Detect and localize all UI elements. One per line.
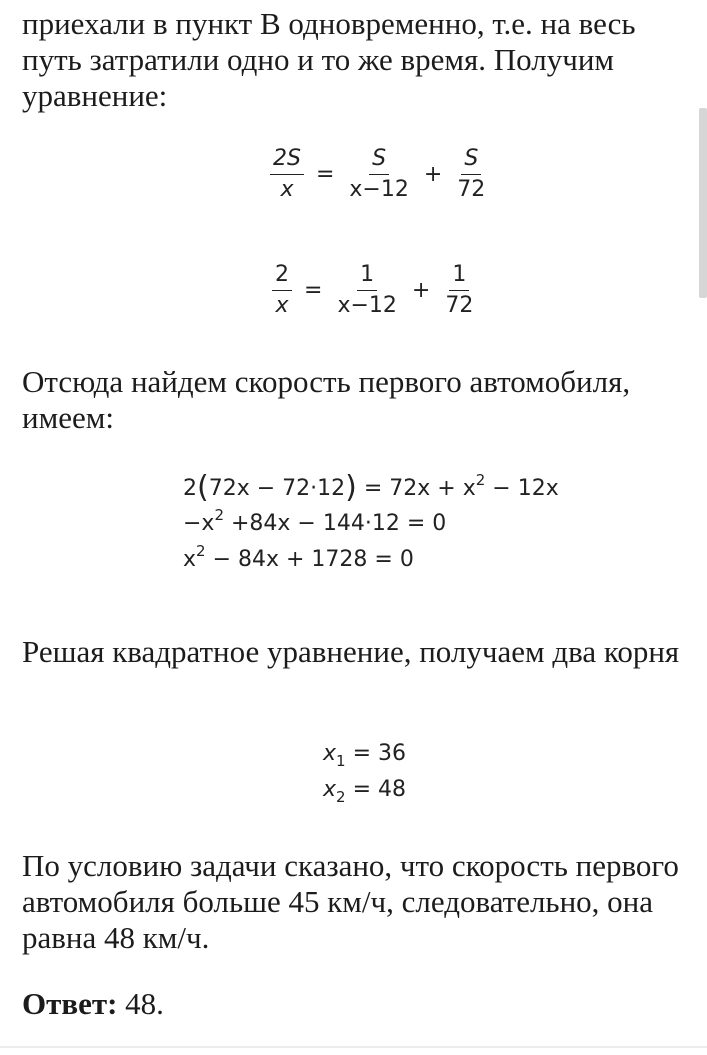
fraction-1-over-72 bbox=[442, 262, 476, 319]
denominator: x−12 bbox=[349, 177, 409, 202]
roots-block bbox=[323, 736, 406, 808]
root-1: $x_1 = 36$ bbox=[323, 741, 406, 770]
denominator: x bbox=[280, 177, 294, 202]
plus-sign: + bbox=[411, 277, 431, 303]
answer-label: Ответ: bbox=[22, 986, 118, 1021]
equals-sign: = bbox=[315, 161, 335, 187]
numerator: 2 bbox=[272, 262, 292, 291]
bottom-divider bbox=[0, 1046, 707, 1048]
numerator: 2S bbox=[270, 146, 304, 175]
fraction-s-over-72 bbox=[454, 146, 488, 203]
answer-line bbox=[22, 986, 695, 1022]
denominator: x−12 bbox=[337, 293, 397, 318]
equation-1 bbox=[268, 146, 490, 203]
derivation-line-3: $x^2 - 84x + 1728 = 0$ bbox=[183, 542, 414, 572]
denominator: x bbox=[275, 293, 289, 318]
fraction-s-over-x-minus-12 bbox=[346, 146, 411, 203]
fraction-2s-over-x bbox=[270, 146, 304, 203]
numerator: S bbox=[461, 146, 481, 175]
denominator: 72 bbox=[445, 293, 474, 318]
numerator: 1 bbox=[357, 262, 377, 291]
derivation-block bbox=[183, 470, 559, 578]
numerator: 1 bbox=[449, 262, 469, 291]
quadratic-intro-paragraph: Решая квадратное уравнение, получаем два корня bbox=[22, 634, 680, 669]
derivation-line-2: $-x^2 +84x - 144\cdot 12 = 0$ bbox=[183, 506, 447, 536]
equals-sign: = bbox=[304, 277, 323, 303]
root-2: $x_2 = 48$ bbox=[323, 777, 406, 806]
scrollbar-thumb[interactable] bbox=[699, 108, 707, 298]
speed-intro-paragraph: Отсюда найдем скорость первого автомобиля, имеем: bbox=[22, 364, 631, 435]
derivation-line-1: $2(72x - 72\cdot 12) = 72x + x^2 - 12x$ bbox=[183, 470, 559, 505]
denominator: 72 bbox=[457, 177, 486, 202]
conclusion-paragraph: По условию задачи сказано, что скорость первого автомобиля больше 45 км/ч, следовательно, она равна 48 км/ч. bbox=[22, 848, 679, 955]
fraction-1-over-x-minus-12 bbox=[334, 262, 399, 319]
equation-2 bbox=[270, 262, 478, 319]
numerator: S bbox=[369, 146, 389, 175]
plus-sign: + bbox=[423, 161, 443, 187]
fraction-2-over-x bbox=[272, 262, 292, 319]
intro-paragraph: приехали в пункт B одновременно, т.е. на весь путь затратили одно и то же время. Получим уравнение: bbox=[22, 6, 636, 113]
answer-value: 48. bbox=[117, 986, 164, 1021]
